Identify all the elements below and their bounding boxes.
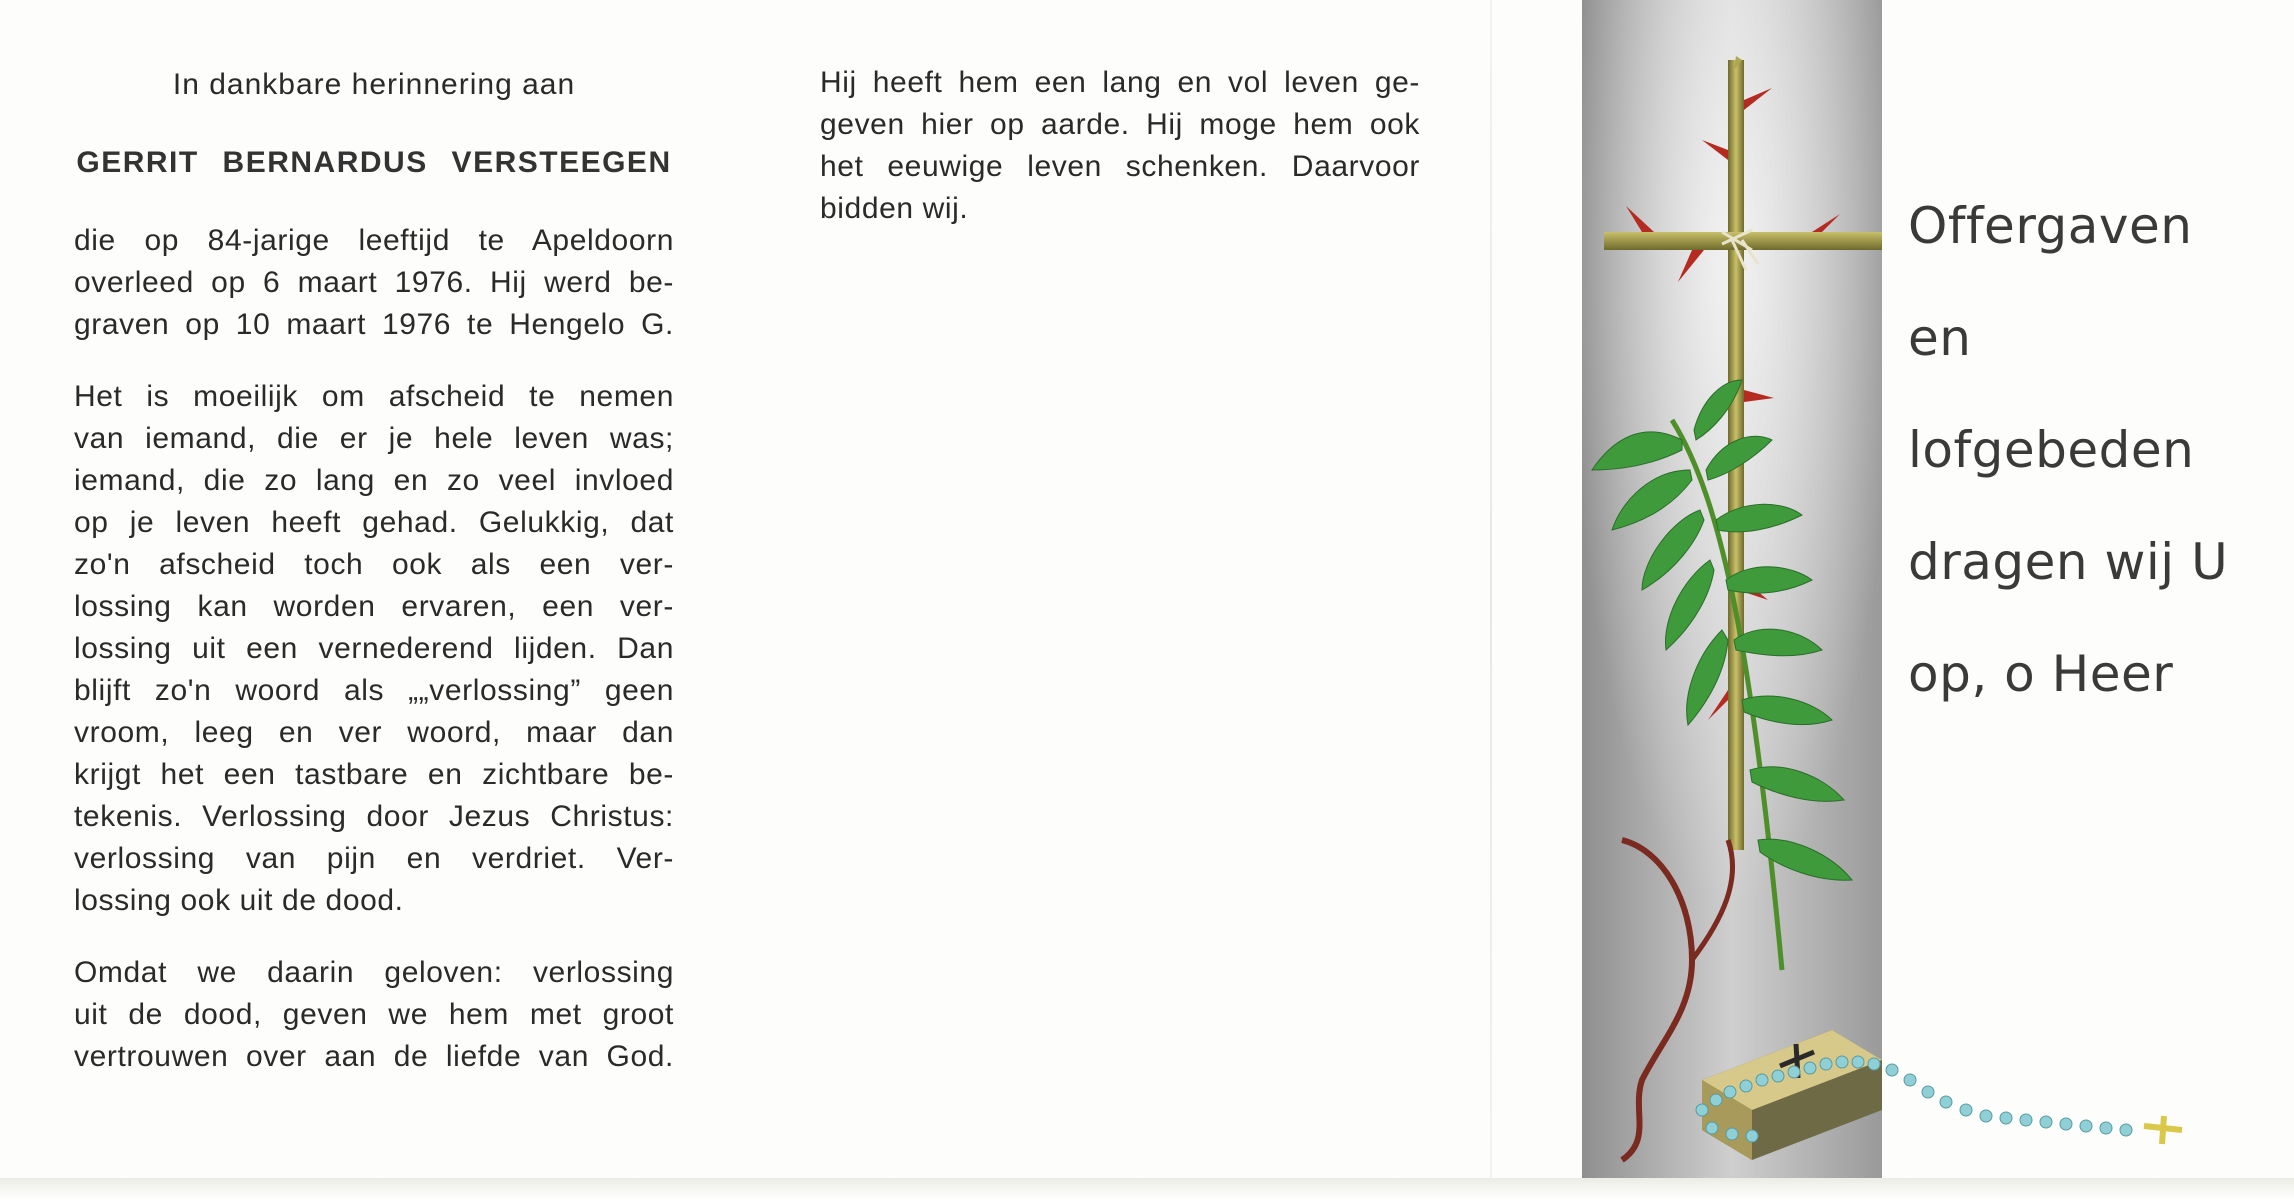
text-line: blijft zo'n woord als „„verlossing” geen bbox=[74, 674, 674, 707]
text-line: graven op 10 maart 1976 te Hengelo G. bbox=[74, 308, 674, 341]
memorial-heading: In dankbare herinnering aan bbox=[172, 68, 576, 101]
cross-palm-illustration bbox=[1582, 0, 1882, 1178]
fold-line bbox=[1490, 0, 1492, 1180]
text-line: lossing ook uit de dood. bbox=[74, 884, 404, 917]
rosary-tail-icon bbox=[1882, 1040, 2222, 1160]
poem-line: Offergaven bbox=[1908, 197, 2193, 255]
text-line: vertrouwen over aan de liefde van God. bbox=[74, 1040, 674, 1073]
paragraph-farewell bbox=[74, 376, 674, 922]
text-line: Het is moeilijk om afscheid te nemen bbox=[74, 380, 674, 413]
text-line: zo'n afscheid toch ook als een ver- bbox=[74, 548, 674, 581]
text-line: bidden wij. bbox=[820, 192, 969, 225]
text-line: iemand, die zo lang en zo veel invloed bbox=[74, 464, 674, 497]
poem-line: lofgebeden bbox=[1908, 421, 2195, 479]
paragraph-eternal-life bbox=[820, 62, 1420, 230]
left-panel bbox=[74, 58, 674, 1078]
text-line: verlossing van pijn en verdriet. Ver- bbox=[74, 842, 674, 875]
text-line: tekenis. Verlossing door Jezus Christus: bbox=[74, 800, 674, 833]
text-line: vroom, leeg en ver woord, maar dan bbox=[74, 716, 674, 749]
text-line: geven hier op aarde. Hij moge hem ook bbox=[820, 108, 1420, 141]
poem-line: dragen wij U bbox=[1908, 533, 2229, 591]
text-line: lossing uit een vernederend lijden. Dan bbox=[74, 632, 674, 665]
text-line: van iemand, die er je hele leven was; bbox=[74, 422, 674, 455]
text-line: uit de dood, geven we hem met groot bbox=[74, 998, 674, 1031]
paragraph-dates bbox=[74, 220, 674, 346]
text-line: krijgt het een tastbare en zichtbare be- bbox=[74, 758, 674, 791]
middle-panel bbox=[820, 62, 1420, 230]
text-line: op je leven heeft gehad. Gelukkig, dat bbox=[74, 506, 674, 539]
text-line: die op 84-jarige leeftijd te Apeldoorn bbox=[74, 224, 674, 257]
text-line: lossing kan worden ervaren, een ver- bbox=[74, 590, 674, 623]
poem bbox=[1908, 196, 2288, 756]
deceased-name: GERRIT BERNARDUS VERSTEEGEN bbox=[76, 146, 672, 179]
text-line: overleed op 6 maart 1976. Hij werd be- bbox=[74, 266, 674, 299]
poem-line: op, o Heer bbox=[1908, 645, 2174, 703]
poem-line: en bbox=[1908, 309, 1972, 367]
text-line: het eeuwige leven schenken. Daarvoor bbox=[820, 150, 1420, 183]
card-bottom-edge bbox=[0, 1178, 2294, 1200]
paragraph-faith bbox=[74, 952, 674, 1078]
text-line: Hij heeft hem een lang en vol leven ge- bbox=[820, 66, 1420, 99]
text-line: Omdat we daarin geloven: verlossing bbox=[74, 956, 674, 989]
